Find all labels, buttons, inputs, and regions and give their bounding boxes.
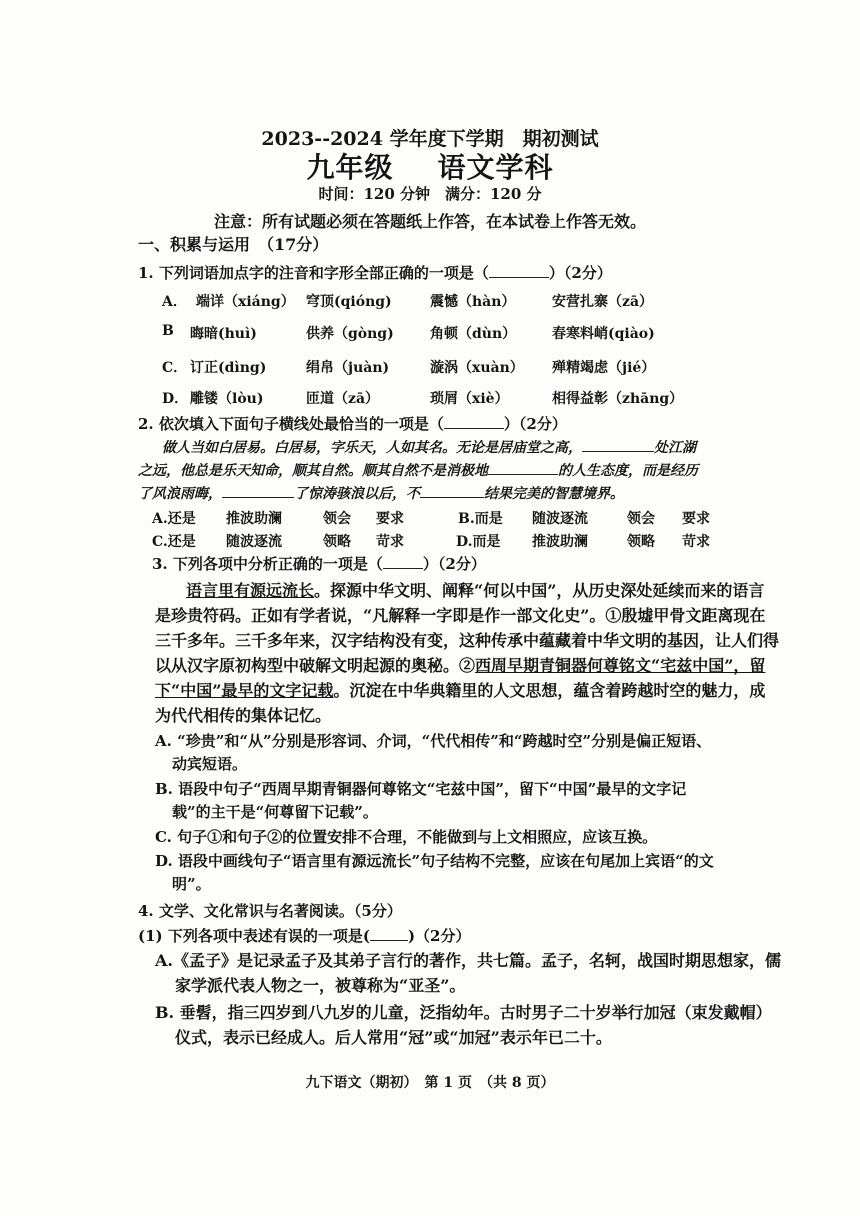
q3-option-c: C. 句子①和句子②的位置安排不合理，不能做到与上文相照应，应该互换。 bbox=[155, 828, 658, 846]
q1-option-d-label: D． bbox=[162, 391, 189, 407]
exam-notice: 注意：所有试题必须在答题纸上作答，在本试卷上作答无效。 bbox=[213, 212, 646, 231]
q2-option-a-label: A.还是 bbox=[152, 511, 196, 527]
q2-option-b-w3: 领会 bbox=[627, 511, 655, 527]
q3-option-a-cont: 动宾短语。 bbox=[172, 755, 248, 773]
q1-option-a-word-4: 安营扎寨（zā） bbox=[552, 294, 654, 310]
q1-option-c-word-3: 漩涡（xuàn） bbox=[430, 360, 524, 376]
q2-option-a-w3: 领会 bbox=[323, 511, 351, 527]
q3-option-b: B. 语段中句子“西周早期青铜器何尊铭文“宅兹中国”，留下“中国”最早的文字记 bbox=[155, 780, 687, 798]
q3-option-d: D. 语段中画线句子“语言里有源远流长”句子结构不完整，应该在句尾加上宾语“的文 bbox=[155, 852, 714, 870]
q2-option-b-w4: 要求 bbox=[682, 511, 710, 527]
q2-option-d-w3: 领略 bbox=[627, 534, 655, 550]
exam-time-score: 时间：120 分钟 满分：120 分 bbox=[318, 185, 542, 203]
grade-label: 九年级 bbox=[306, 151, 394, 184]
q3-passage-line-5: 下“中国”最早的文字记载。沉淀在中华典籍里的人文思想，蕴含着跨越时空的魅力，成 bbox=[155, 681, 766, 700]
q1-option-c-word-1: 订正(dìng) bbox=[190, 360, 267, 376]
q2-option-b-label: B.而是 bbox=[458, 511, 503, 527]
q4-option-a-cont: 家学派代表人物之一，被尊称为“亚圣”。 bbox=[175, 976, 466, 995]
q2-option-d-label: D.而是 bbox=[456, 534, 501, 550]
q3-passage-line-4: 以从汉字原初构型中破解文明起源的奥秘。②西周早期青铜器何尊铭文“宅兹中国”，留 bbox=[155, 656, 766, 675]
q2-option-c-label: C.还是 bbox=[152, 534, 196, 550]
q1-option-a-label: A． bbox=[162, 294, 187, 310]
q3-option-b-cont: 载”的主干是“何尊留下记载”。 bbox=[172, 803, 378, 821]
q2-option-b-w2: 随波逐流 bbox=[532, 511, 588, 527]
q3-passage-line-3: 三千多年。三千多年来，汉字结构没有变，这种传承中蕴藏着中华文明的基因，让人们得 bbox=[155, 631, 780, 650]
q1-option-c-word-2: 绢帛（juàn) bbox=[306, 360, 390, 376]
q2-passage-line-1: 做人当如白居易。白居易，字乐天，人如其名。无论是居庙堂之高， 处江湖 bbox=[162, 437, 696, 459]
q2-passage-line-2: 之远，他总是乐天知命，顺其自然。顺其自然不是消极地 的人生态度，而是经历 bbox=[138, 460, 698, 482]
q1-option-a-word-2: 穹顶(qióng) bbox=[306, 294, 392, 310]
q1-option-d-word-3: 琐屑（xiè） bbox=[430, 391, 509, 407]
q1-option-b-word-2: 供养（gòng) bbox=[306, 326, 394, 342]
q2-option-a-w2: 推波助澜 bbox=[226, 511, 282, 527]
q4-option-b: B. 垂髫，指三四岁到八九岁的儿童，泛指幼年。古时男子二十岁举行加冠（束发戴帽） bbox=[155, 1003, 772, 1022]
q1-option-b-label: B bbox=[162, 323, 174, 339]
q1-option-b-word-1: 晦暗(huì) bbox=[190, 326, 257, 342]
q3-passage-line-1: 语言里有源远流长。探源中华文明、阐释“何以中国”，从历史深处延续而来的语言 bbox=[186, 581, 765, 600]
section-heading: 一、积累与运用 （17分） bbox=[138, 235, 329, 254]
subject-label: 语文学科 bbox=[437, 151, 554, 184]
q1-option-d-word-2: 匝道（zā） bbox=[306, 391, 380, 407]
q3-option-a: A. “珍贵”和“从”分别是形容词、介词，“代代相传”和“跨越时空”分别是偏正短语、 bbox=[155, 732, 712, 750]
page-footer: 九下语文（期初） 第 1 页 （共 8 页） bbox=[305, 1075, 555, 1091]
question-3-stem: 3. 下列各项中分析正确的一项是（ ）（2分） bbox=[152, 555, 486, 573]
q1-option-d-word-4: 相得益彰（zhāng） bbox=[552, 391, 684, 407]
q1-option-d-word-1: 雕镂（lòu) bbox=[190, 391, 264, 407]
q1-option-a-word-1: 端详（xiáng） bbox=[196, 294, 295, 310]
q1-option-b-word-3: 角顿（dùn） bbox=[430, 326, 517, 342]
q2-option-c-w4: 苛求 bbox=[376, 534, 404, 550]
question-2-stem: 2. 依次填入下面句子横线处最恰当的一项是（ ）（2分） bbox=[138, 415, 567, 433]
q3-passage-line-6: 为代代相传的集体记忆。 bbox=[155, 706, 332, 725]
exam-term-title: 2023--2024 学年度下学期 期初测试 bbox=[261, 128, 599, 150]
question-4-stem: 4. 文学、文化常识与名著阅读。（5分） bbox=[138, 902, 402, 920]
q4-option-a: A.《孟子》是记录孟子及其弟子言行的著作，共七篇。孟子，名轲，战国时期思想家，儒 bbox=[155, 951, 781, 970]
q1-option-a-word-3: 震憾（hàn） bbox=[430, 294, 516, 310]
q2-option-c-w3: 领略 bbox=[323, 534, 351, 550]
q1-option-b-word-4: 春寒料峭(qiào) bbox=[552, 326, 655, 342]
q1-option-c-word-4: 殚精竭虑（jié） bbox=[552, 360, 656, 376]
q2-option-c-w2: 随波逐流 bbox=[226, 534, 282, 550]
q3-passage-line-2: 是珍贵符码。正如有学者说，“凡解释一字即是作一部文化史”。①殷墟甲骨文距离现在 bbox=[155, 606, 766, 625]
q2-option-d-w4: 苛求 bbox=[682, 534, 710, 550]
exam-subject-title bbox=[0, 146, 860, 186]
q2-option-d-w2: 推波助澜 bbox=[532, 534, 588, 550]
q1-option-c-label: C． bbox=[162, 360, 188, 376]
q3-option-d-cont: 明”。 bbox=[172, 875, 211, 893]
q2-option-a-w4: 要求 bbox=[376, 511, 404, 527]
question-1-stem: 1. 下列词语加点字的注音和字形全部正确的一项是（ ）（2分） bbox=[138, 264, 612, 282]
q4-sub-1-stem: (1) 下列各项中表述有误的一项是( )（2分） bbox=[138, 927, 471, 945]
q2-passage-line-3: 了风浪雨晦， 了惊涛骇浪以后，不 结果完美的智慧境界。 bbox=[138, 483, 624, 505]
q4-option-b-cont: 仪式，表示已经成人。后人常用“冠”或“加冠”表示年已二十。 bbox=[175, 1028, 612, 1047]
